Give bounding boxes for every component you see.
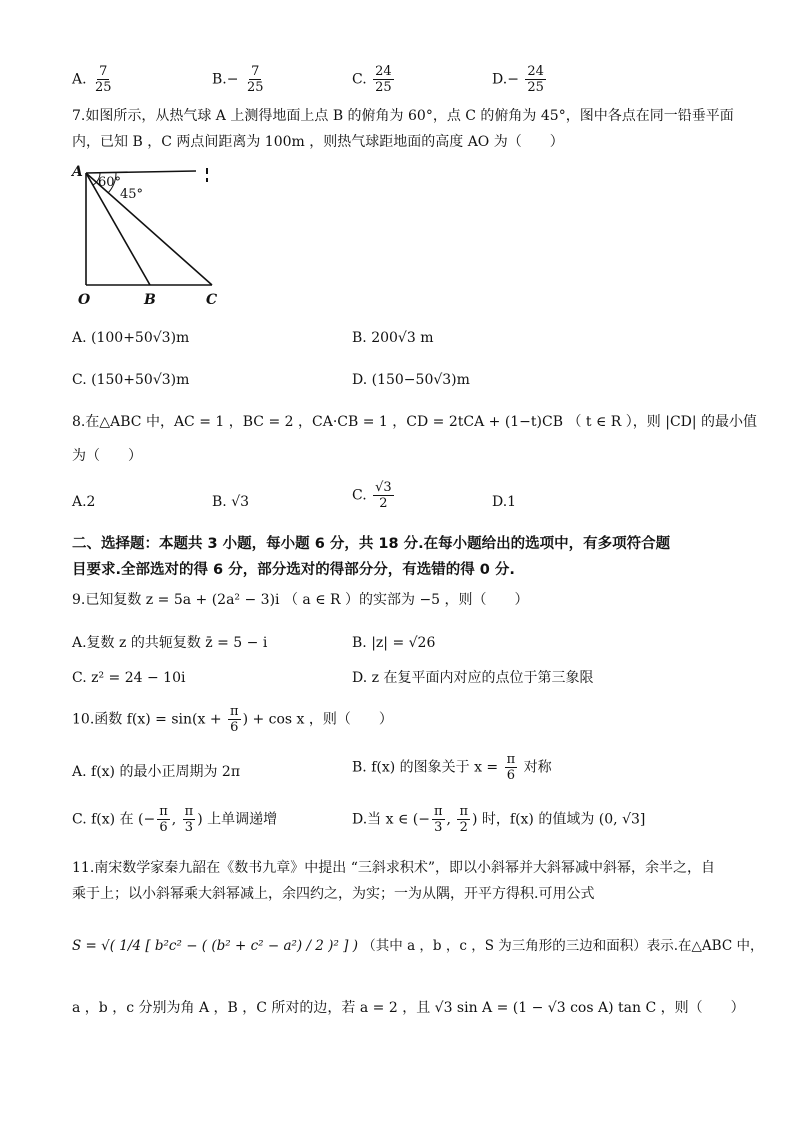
numerator: π: [184, 804, 194, 819]
numerator: π: [230, 704, 239, 719]
denominator: 25: [95, 80, 112, 95]
q7-stem-line2: 内，已知 B ，C 两点间距离为 100m ，则热气球距地面的高度 AO 为（ ）: [72, 134, 564, 150]
option-text: D.当 x ∈ (−: [352, 811, 430, 828]
numerator: √3: [375, 480, 392, 495]
q7-option-d: D. (150−50√3)m: [352, 372, 470, 388]
label-B: B: [144, 292, 156, 308]
q7-option-a: A. (100+50√3)m: [72, 330, 190, 346]
stem-text: 10.函数 f(x) = sin(x +: [72, 711, 227, 728]
denominator: 6: [159, 820, 168, 835]
label-C: C: [206, 292, 218, 308]
q10-stem: [72, 704, 393, 735]
denominator: 6: [506, 768, 516, 783]
fraction: [525, 64, 546, 95]
denominator: 2: [379, 496, 388, 511]
numerator: π: [433, 804, 443, 819]
option-letter: A.: [72, 71, 87, 88]
fraction: [373, 480, 394, 511]
q7-figure: [70, 162, 250, 312]
numerator: 24: [527, 64, 544, 79]
q9-option-d: D. z 在复平面内对应的点位于第三象限: [352, 670, 594, 686]
numerator: 24: [375, 64, 392, 79]
stray-mark: [206, 178, 208, 182]
label-A: A: [72, 164, 83, 180]
q6-option-a: [72, 64, 116, 95]
q8-option-c: [352, 480, 396, 511]
fraction: [432, 804, 445, 835]
option-letter: C.: [352, 487, 367, 504]
q7-stem-line1: 7.如图所示，从热气球 A 上测得地面上点 B 的俯角为 60°，点 C 的俯角为 45°，图中各点在同一铅垂平面: [72, 108, 734, 124]
option-letter: C.: [352, 71, 367, 88]
stray-mark: [206, 168, 208, 174]
denominator: 25: [375, 80, 392, 95]
numerator: 7: [251, 64, 260, 79]
numerator: 7: [99, 64, 108, 79]
denominator: 2: [459, 820, 468, 835]
q11-stem-line4: a ，b ，c 分别为角 A ，B ，C 所对的边，若 a = 2 ，且 √3 sin A = (1 − √3 cos A) tan C ，则（ ）: [72, 1000, 745, 1016]
option-text: ,: [446, 811, 456, 828]
numerator: π: [159, 804, 168, 819]
option-text: ) 时，f(x) 的值域为 (0, √3]: [471, 811, 646, 828]
option-text: ,: [171, 811, 181, 828]
option-letter: B.: [212, 71, 227, 88]
stem-text: ) + cos x ，则（ ）: [242, 711, 393, 728]
fraction: [228, 704, 241, 735]
q6-option-c: [352, 64, 396, 95]
denominator: 25: [527, 80, 544, 95]
q6-option-b: [212, 64, 267, 95]
denominator: 3: [434, 820, 443, 835]
minus-sign: −: [507, 71, 519, 88]
q8-option-b: B. √3: [212, 494, 250, 510]
heron-qin-formula: S = √( 1/4 [ b²c² − ( (b² + c² − a²) / 2 )² ] ): [72, 938, 358, 954]
q9-option-b: B. |z| = √26: [352, 635, 436, 651]
fraction: [157, 804, 170, 835]
q10-option-a: A. f(x) 的最小正周期为 2π: [72, 764, 241, 780]
numerator: π: [506, 752, 516, 767]
fraction: [245, 64, 266, 95]
denominator: 25: [246, 80, 264, 95]
q7-option-b: B. 200√3 m: [352, 330, 434, 346]
denominator: 3: [184, 820, 194, 835]
q10-option-b: [352, 752, 552, 783]
q11-stem-line2: 乘于上；以小斜幂乘大斜幂减上，余四约之，为实；一为从隅，开平方得积.可用公式: [72, 886, 595, 902]
fraction: [505, 752, 518, 783]
minus-sign: −: [226, 71, 239, 88]
horizontal-line: [86, 171, 196, 173]
numerator: π: [459, 804, 468, 819]
option-letter: D.: [492, 71, 508, 88]
q9-stem: 9.已知复数 z = 5a + (2a² − 3)i （ a ∈ R ）的实部为 −5 ，则（ ）: [72, 592, 529, 608]
q7-option-c: C. (150+50√3)m: [72, 372, 190, 388]
fraction: [373, 64, 394, 95]
q9-option-a: A.复数 z 的共轭复数 z̄ = 5 − i: [72, 635, 268, 651]
q6-option-d: [492, 64, 548, 95]
option-text: ) 上单调递增: [197, 811, 278, 828]
q8-stem-line2: 为（ ）: [72, 448, 142, 464]
q8-option-a: A.2: [72, 494, 96, 510]
q10-option-c: [72, 804, 277, 835]
option-text: C. f(x) 在 (−: [72, 811, 156, 828]
denominator: 6: [230, 720, 239, 735]
label-60: 60°: [98, 175, 122, 190]
section2-header-line1: 二、选择题：本题共 3 小题，每小题 6 分，共 18 分.在每小题给出的选项中，有多项符合题: [72, 536, 671, 552]
q8-stem-line1: 8.在△ABC 中，AC = 1 ，BC = 2 ，CA·CB = 1 ，CD = 2tCA + (1−t)CB （ t ∈ R ），则 |CD| 的最小值: [72, 414, 758, 430]
section2-header-line2: 目要求.全部选对的得 6 分，部分选对的得部分分，有选错的得 0 分.: [72, 562, 515, 578]
formula-explanation: （其中 a ，b ，c ，S 为三角形的三边和面积）表示.在△ABC 中，: [362, 938, 764, 954]
label-45: 45°: [120, 187, 144, 202]
fraction: [457, 804, 470, 835]
q11-formula-line: [72, 936, 763, 956]
fraction: [93, 64, 114, 95]
option-text: 对称: [519, 759, 552, 776]
option-text: B. f(x) 的图象关于 x =: [352, 759, 503, 776]
q10-option-d: [352, 804, 645, 835]
q8-option-d: D.1: [492, 494, 517, 510]
fraction: [183, 804, 196, 835]
q9-option-c: C. z² = 24 − 10i: [72, 670, 186, 686]
label-O: O: [78, 292, 91, 308]
q11-stem-line1: 11.南宋数学家秦九韶在《数书九章》中提出 “三斜求积术”，即以小斜幂并大斜幂减中斜幂，余半之，自: [72, 860, 716, 876]
